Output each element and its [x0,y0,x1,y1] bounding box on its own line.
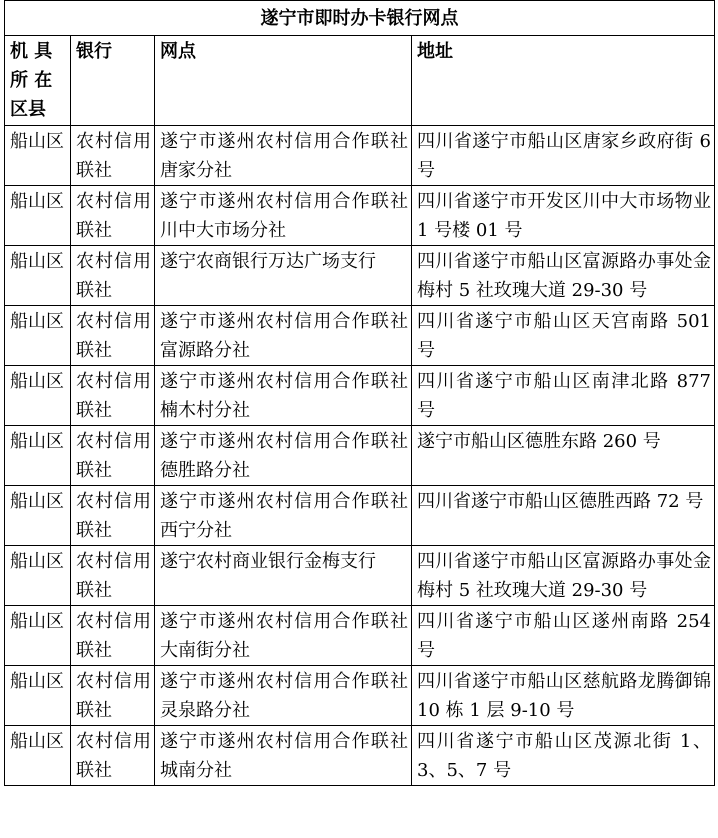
cell-bank: 农村信用联社 [71,246,155,306]
cell-address: 四川省遂宁市船山区富源路办事处金梅村 5 社玫瑰大道 29-30 号 [412,546,715,606]
cell-district: 船山区 [5,726,71,786]
cell-district: 船山区 [5,366,71,426]
table-title: 遂宁市即时办卡银行网点 [5,1,715,36]
cell-district: 船山区 [5,186,71,246]
cell-bank: 农村信用联社 [71,366,155,426]
cell-address: 四川省遂宁市船山区南津北路 877 号 [412,366,715,426]
cell-district: 船山区 [5,486,71,546]
cell-outlet: 遂宁市遂州农村信用合作联社大南街分社 [155,606,412,666]
cell-district: 船山区 [5,546,71,606]
table-row [5,366,715,426]
cell-district: 船山区 [5,426,71,486]
cell-outlet: 遂宁市遂州农村信用合作联社楠木村分社 [155,366,412,426]
cell-address: 四川省遂宁市船山区唐家乡政府街 6 号 [412,126,715,186]
cell-address: 四川省遂宁市船山区遂州南路 254 号 [412,606,715,666]
table-row [5,306,715,366]
cell-outlet: 遂宁市遂州农村信用合作联社西宁分社 [155,486,412,546]
cell-bank: 农村信用联社 [71,426,155,486]
cell-outlet: 遂宁市遂州农村信用合作联社德胜路分社 [155,426,412,486]
table-row [5,186,715,246]
cell-bank: 农村信用联社 [71,126,155,186]
table-row [5,486,715,546]
cell-outlet: 遂宁市遂州农村信用合作联社川中大市场分社 [155,186,412,246]
cell-address: 四川省遂宁市船山区慈航路龙腾御锦 10 栋 1 层 9-10 号 [412,666,715,726]
cell-bank: 农村信用联社 [71,546,155,606]
cell-district: 船山区 [5,246,71,306]
table-row [5,126,715,186]
cell-outlet: 遂宁市遂州农村信用合作联社唐家分社 [155,126,412,186]
cell-address: 四川省遂宁市开发区川中大市场物业 1 号楼 01 号 [412,186,715,246]
header-row [5,36,715,126]
cell-bank: 农村信用联社 [71,186,155,246]
table-row [5,666,715,726]
cell-bank: 农村信用联社 [71,306,155,366]
cell-address: 四川省遂宁市船山区富源路办事处金梅村 5 社玫瑰大道 29-30 号 [412,246,715,306]
cell-district: 船山区 [5,126,71,186]
table-row [5,546,715,606]
bank-outlet-table [4,0,715,786]
cell-bank: 农村信用联社 [71,606,155,666]
cell-outlet: 遂宁市遂州农村信用合作联社富源路分社 [155,306,412,366]
cell-district: 船山区 [5,306,71,366]
cell-address: 四川省遂宁市船山区天宫南路 501 号 [412,306,715,366]
table-row [5,726,715,786]
header-outlet: 网点 [155,36,412,126]
cell-bank: 农村信用联社 [71,726,155,786]
cell-address: 遂宁市船山区德胜东路 260 号 [412,426,715,486]
cell-bank: 农村信用联社 [71,666,155,726]
cell-address: 四川省遂宁市船山区茂源北街 1、3、5、7 号 [412,726,715,786]
table-row [5,426,715,486]
cell-district: 船山区 [5,666,71,726]
header-address: 地址 [412,36,715,126]
cell-outlet: 遂宁市遂州农村信用合作联社城南分社 [155,726,412,786]
header-bank: 银行 [71,36,155,126]
table-row [5,606,715,666]
cell-outlet: 遂宁农村商业银行金梅支行 [155,546,412,606]
header-district: 机 具所 在区县 [5,36,71,126]
cell-outlet: 遂宁市遂州农村信用合作联社灵泉路分社 [155,666,412,726]
cell-district: 船山区 [5,606,71,666]
cell-address: 四川省遂宁市船山区德胜西路 72 号 [412,486,715,546]
cell-outlet: 遂宁农商银行万达广场支行 [155,246,412,306]
cell-bank: 农村信用联社 [71,486,155,546]
table-row [5,246,715,306]
